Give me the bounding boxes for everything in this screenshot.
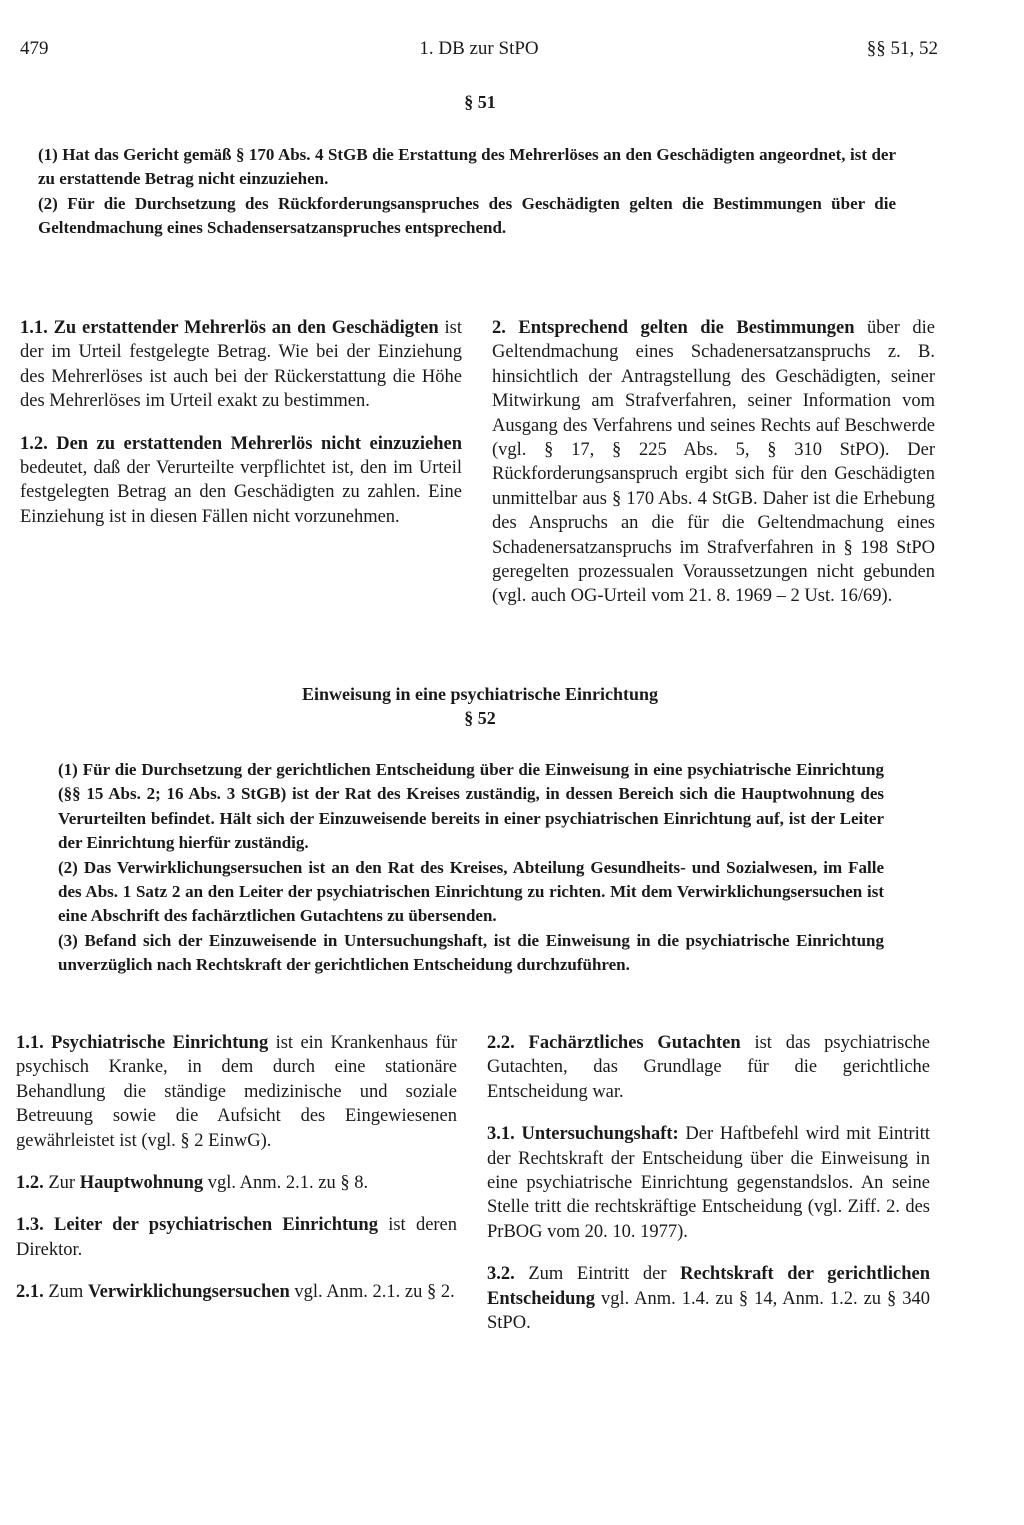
page-number: 479	[20, 38, 49, 59]
statute-paragraph: (3) Befand sich der Einzuweisende in Untersuchungshaft, ist die Einweisung in die psychiatrische Einrichtung unverzüglich nach Rechtskraft der gerichtlichen Entscheidung durchzuführen.	[58, 930, 884, 975]
annotation-prefix: Zum Eintritt der	[514, 1264, 681, 1285]
annotation-prefix: Zur	[43, 1173, 80, 1194]
annotation-text: ist ein Krankenhaus für psychisch Kranke, in dem durch eine stationäre Behandlung die ständige medizinische und soziale Betreuung sowie die Aufsicht des Eingewiesenen gewährleistet ist (vgl. § 2 EinwG).	[16, 1033, 458, 1151]
annotation	[16, 1280, 457, 1304]
annotation-text: vgl. Anm. 2.1. zu § 2.	[289, 1282, 455, 1303]
annotation-number: 3.2.	[487, 1264, 515, 1285]
annotation-text: vgl. Anm. 1.4. zu § 14, Anm. 1.2. zu § 340 StPO.	[487, 1288, 930, 1334]
annotation-number: 1.2.	[16, 1173, 44, 1194]
annotation-text: über die Geltendmachung eines Schadenersatzanspruchs z. B. hinsichtlich der Antragstellung des Geschädigten, seiner Mitwirkung am Strafverfahren, seiner Information vom Ausgang des Verfahrens und seines Rechts auf Beschwerde (vgl. § 17, § 225 Abs. 5, § 310 StPO). Der Rückforderungsanspruch ergibt sich für den Geschädigten unmittelbar aus § 170 Abs. 4 StGB. Daher ist die Erhebung des Anspruchs an die für die Geltendmachung eines Schadenersatzanspruchs im Strafverfahren in § 198 StPO geregelten prozessualen Voraussetzungen nicht gebunden (vgl. auch OG-Urteil vom 21. 8. 1969 – 2 Ust. 16/69).	[492, 318, 935, 607]
annotation-number: 2.1.	[16, 1282, 44, 1303]
page-header	[20, 38, 938, 68]
annotation-text: ist deren Direktor.	[16, 1215, 458, 1260]
section-52-statute	[58, 758, 884, 978]
annotation-term: Fachärztliches Gutachten	[528, 1033, 741, 1053]
annotation-term: Entsprechend gelten die Bestimmungen	[518, 318, 855, 338]
annotation	[487, 1262, 930, 1335]
annotation-number: 1.1.	[16, 1033, 44, 1053]
section-reference: §§ 51, 52	[866, 38, 938, 59]
annotation-number: 2.2.	[487, 1033, 515, 1053]
annotation-term: Leiter der psychiatrischen Einrichtung	[54, 1215, 378, 1236]
annotation-number: 1.3.	[16, 1215, 44, 1236]
section-51-statute	[38, 143, 896, 241]
section-52-notes-left	[16, 1031, 457, 1323]
annotation	[20, 316, 462, 414]
annotation-term: Zu erstattender Mehrerlös an den Geschädigten	[53, 318, 439, 338]
annotation-number: 1.1.	[20, 318, 48, 338]
annotation-number: 1.2.	[20, 433, 48, 454]
section-51-notes-right	[492, 316, 935, 609]
annotation	[487, 1122, 930, 1244]
annotation	[16, 1213, 457, 1262]
annotation-text: ist der im Urteil festgelegte Betrag. Wie bei der Einziehung des Mehrerlöses ist auch bei der Rückerstattung die Höhe des Mehrerlöses im Urteil exakt zu bestimmen.	[20, 318, 462, 412]
annotation-term: Den zu erstattenden Mehrerlös nicht einzuziehen	[56, 433, 462, 454]
running-title: 1. DB zur StPO	[419, 38, 539, 59]
annotation	[20, 432, 462, 530]
section-52-title: § 52	[464, 708, 496, 728]
annotation-text: Der Haftbefehl wird mit Eintritt der Rechtskraft der Entscheidung über die Einweisung in eine psychiatrische Einrichtung gegenstandslos. An seine Stelle tritt die rechtskräftige Entscheidung (vgl. Ziff. 2. des PrBOG vom 20. 10. 1977).	[487, 1124, 931, 1242]
statute-paragraph: (2) Das Verwirklichungsersuchen ist an den Rat des Kreises, Abteilung Gesundheits- und Sozialwesen, im Falle des Abs. 1 Satz 2 an den Leiter der psychiatrischen Einrichtung zu richten. Mit dem Verwirklichungsersuchen ist eine Abschrift des fachärztlichen Gutachtens zu übersenden.	[58, 857, 884, 926]
annotation-text: vgl. Anm. 2.1. zu § 8.	[203, 1173, 369, 1194]
annotation	[487, 1031, 930, 1104]
annotation	[492, 316, 935, 609]
annotation	[16, 1171, 457, 1195]
annotation-term: Verwirklichungsersuchen	[87, 1282, 290, 1303]
section-52-heading: Einweisung in eine psychiatrische Einrichtung	[301, 684, 659, 704]
annotation-term: Untersuchungshaft:	[521, 1124, 679, 1145]
annotation-text: ist das psychiatrische Gutachten, das Grundlage für die gerichtliche Entscheidung war.	[487, 1033, 931, 1102]
section-51-title: § 51	[464, 92, 496, 112]
annotation-term: Psychiatrische Einrichtung	[51, 1033, 269, 1053]
section-51-notes-left	[20, 316, 462, 547]
annotation-term: Hauptwohnung	[79, 1173, 204, 1194]
annotation-number: 2.	[492, 318, 506, 338]
section-52-notes-right	[487, 1031, 930, 1353]
annotation-number: 3.1.	[487, 1124, 515, 1145]
statute-paragraph: (1) Für die Durchsetzung der gerichtlichen Entscheidung über die Einweisung in eine psychiatrische Einrichtung (§§ 15 Abs. 2; 16 Abs. 3 StGB) ist der Rat des Kreises zuständig, in dessen Bereich sich die Hauptwohnung des Verurteilten befindet. Hält sich der Einzuweisende bereits in einer psychiatrischen Einrichtung auf, ist der Leiter der Einrichtung hierfür zuständig.	[58, 760, 884, 853]
statute-paragraph: (2) Für die Durchsetzung des Rückforderungsanspruches des Geschädigten gelten die Bestimmungen über die Geltendmachung eines Schadensersatzanspruches entsprechend.	[38, 193, 896, 238]
statute-paragraph: (1) Hat das Gericht gemäß § 170 Abs. 4 StGB die Erstattung des Mehrerlöses an den Geschädigten angeordnet, ist der zu erstattende Betrag nicht einzuziehen.	[38, 145, 896, 189]
annotation-term: Rechtskraft der gerichtlichen Entscheidung	[487, 1264, 930, 1309]
annotation	[16, 1031, 457, 1153]
annotation-prefix: Zum	[43, 1282, 88, 1303]
annotation-text: bedeutet, daß der Verurteilte verpflichtet ist, den im Urteil festgelegten Betrag an den Geschädigten zu zahlen. Eine Einziehung ist in diesen Fällen nicht vorzunehmen.	[20, 458, 462, 527]
